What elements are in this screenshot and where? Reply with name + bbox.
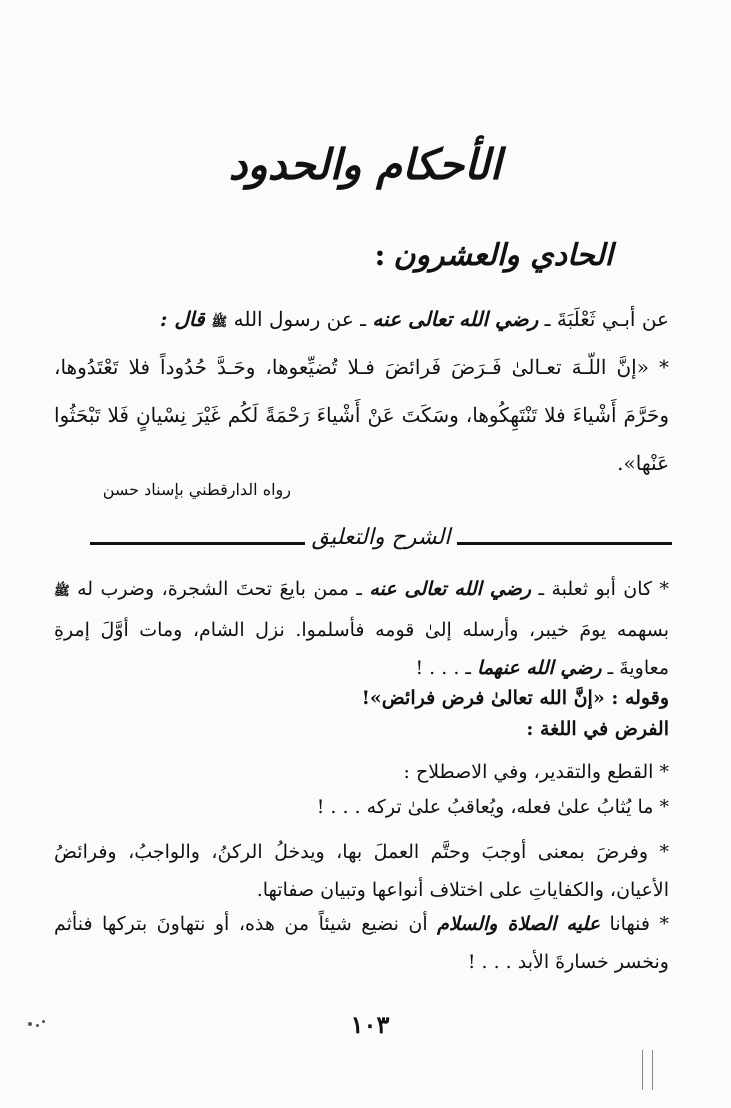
scan-speck [42,1020,45,1023]
commentary-paragraph-7 [54,905,669,981]
definition-line-1: * القطع والتقدير، وفي الاصطلاح : [403,761,669,783]
narrator-line [54,296,669,346]
narrator-text-3: قال : [160,307,212,331]
narrator-text-2: ـ عن رسول الله [227,307,373,331]
definition-heading: الفرض في اللغة : [526,718,669,740]
definition-line-2: * ما يُثابُ علىٰ فعله، ويُعاقبُ علىٰ تركه . . . ! [316,796,669,818]
salutation-glyph: ﷺ [211,315,228,330]
p1-text-d: ـ . . . ! [415,657,478,679]
p1-text-a: * كان أبو ثعلبة ـ [531,578,669,600]
p1-text-b: ـ ممن بايعَ تحتَ الشجرة، وضرب له [69,578,370,600]
p7-honorific: عليه الصلاة والسلام [437,913,601,935]
commentary-header-label: الشرح والتعليق [311,525,451,550]
narrator-honorific: رضي الله تعالى عنه [372,307,539,331]
chapter-title: الأحكام والحدود [228,140,502,189]
commentary-paragraph-1 [54,570,669,687]
header-rule-right [457,542,672,545]
scan-margin-mark [642,1050,643,1090]
p7-text-b: أن نضيع شيئاً من هذه، أو نتهاونَ بتركها فنأثم ونخسر خسارةَ الأبد . . . ! [54,913,669,973]
scan-speck [28,1022,32,1026]
header-rule-left [90,542,305,545]
scan-speck [36,1024,39,1027]
narrator-text-1: عن أبـي ثَعْلَبَةَ ـ [538,307,669,331]
section-heading-colon: : [374,238,386,273]
p1-text-c: بسهمه يومَ خيبر، وأرسله إلىٰ قومه فأسلموا. نزل الشام، ومات أوَّلَ إمرةِ معاويةَ ـ [54,619,669,679]
section-heading [374,238,613,273]
section-heading-text: الحادي والعشرون [393,238,613,273]
hadith-attribution: رواه الدارقطني بإسناد حسن [102,480,291,499]
commentary-quote-line: وقوله : «إنَّ الله تعالىٰ فرض فرائض»! [361,687,669,709]
p1-salutation-glyph: ﷺ [54,584,70,599]
scan-margin-mark [652,1050,653,1090]
commentary-header [90,525,672,561]
commentary-paragraph-6: * وفرضَ بمعنى أوجبَ وحتَّم العملَ بها، ويدخلُ الركنُ، والواجبُ، وفرائضُ الأعيان، والكفاياتِ على اختلاف أنواعها وتبيان صفاتها. [54,841,669,901]
hadith-text: * «إنَّ اللّـهَ تعـالىٰ فَـرَضَ فَرائضَ فـلا تُضيِّعوها، وحَـدَّ حُدُوداً فلا تَعْتَدُوها، وحَرَّمَ أَشْياءَ فلا تَنْتَهِكُوها، وسَكَتَ عَنْ أَشْياءَ رَحْمَةً لَكُم غَيْرَ نِسْيانٍ فَلا تَبْحَثُوا عَنْها». [54,355,669,475]
p1-honorific: رضي الله تعالى عنه [369,578,532,600]
p1-honorific-2: رضي الله عنهما [477,657,602,679]
page-number: ١٠٣ [350,1010,390,1039]
p7-text-a: * فنهانا [600,913,669,935]
